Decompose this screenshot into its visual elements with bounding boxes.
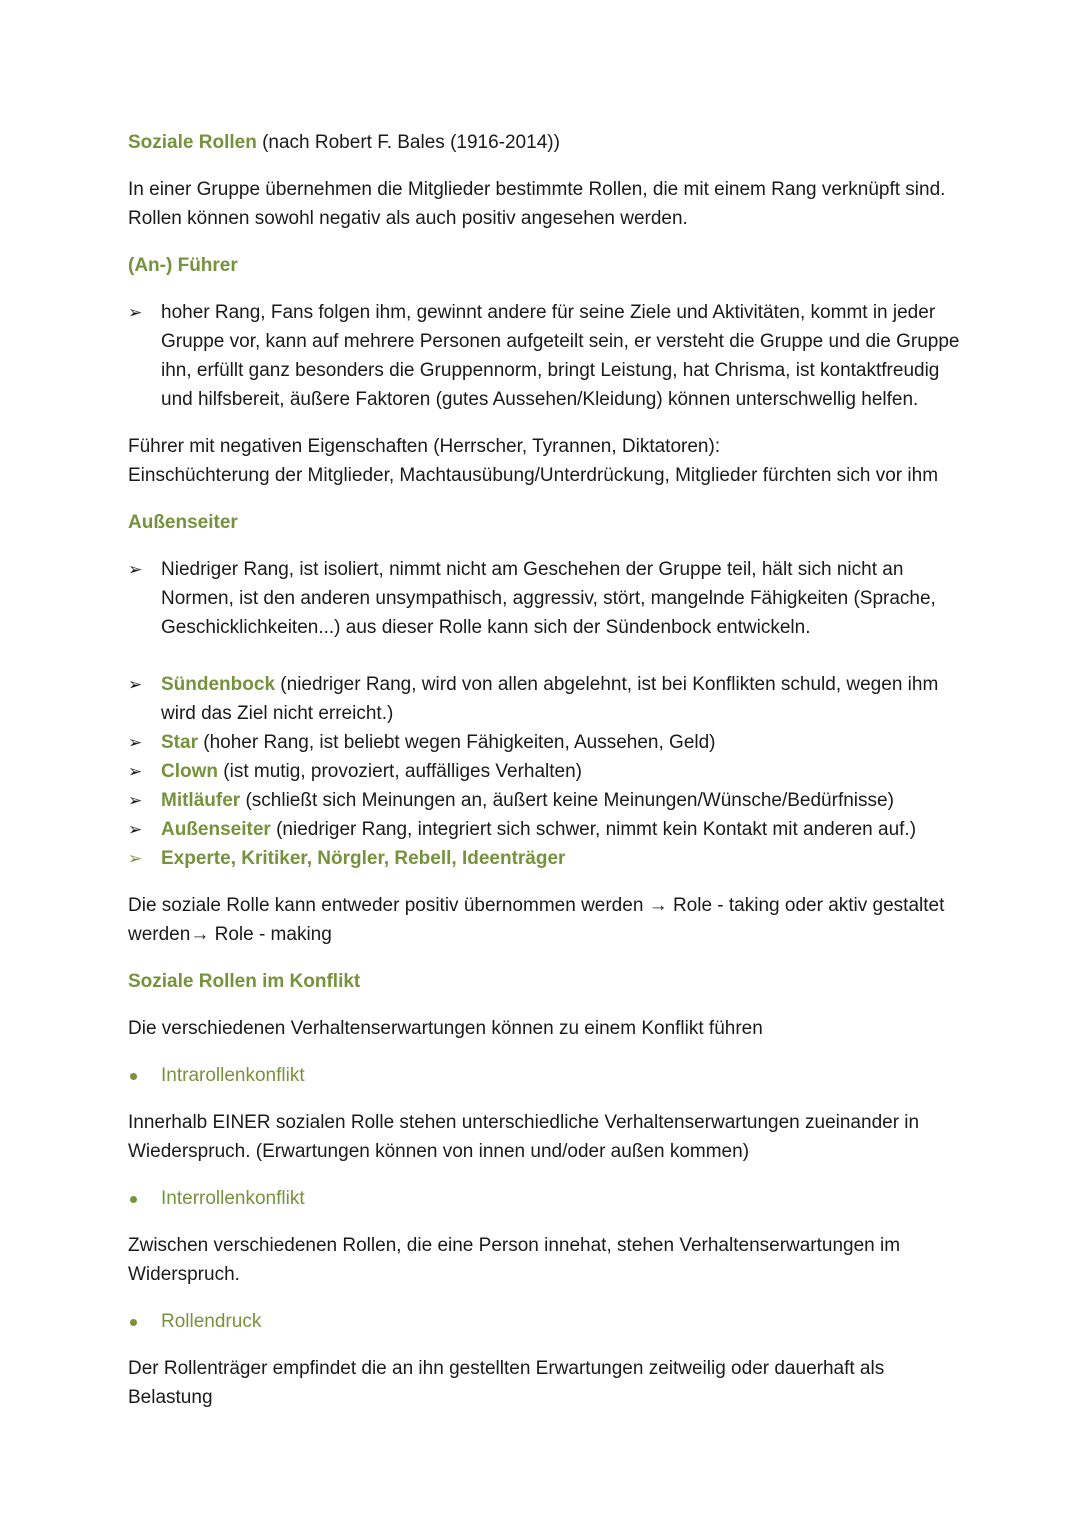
- document-page: [128, 128, 968, 1412]
- konflikt-label: Intrarollenkonflikt: [161, 1065, 305, 1086]
- aussenseiter-list: [128, 555, 968, 642]
- role-item: [128, 757, 968, 786]
- konflikt-item-1: [128, 1061, 968, 1090]
- title-sub: (nach Robert F. Bales (1916-2014)): [256, 132, 560, 153]
- arrow-bullet-icon: ➢: [128, 675, 143, 694]
- role-name: Außenseiter: [161, 819, 271, 840]
- role-taking-line-2: werden→ Role - making: [128, 924, 332, 945]
- role-name: Experte, Kritiker, Nörgler, Rebell, Ideenträger: [161, 848, 566, 869]
- konflikt-intro: Die verschiedenen Verhaltenserwartungen können zu einem Konflikt führen: [128, 1018, 763, 1039]
- role-item: [128, 670, 968, 728]
- heading-fuehrer: (An-) Führer: [128, 255, 238, 276]
- arrow-bullet-icon: ➢: [128, 560, 143, 579]
- konflikt-text: Der Rollenträger empfindet die an ihn gestellten Erwartungen zeitweilig oder dauerhaft als Belastung: [128, 1358, 885, 1408]
- role-name: Mitläufer: [161, 790, 241, 811]
- role-name: Star: [161, 732, 198, 753]
- negative-fuehrer-line-2: Einschüchterung der Mitglieder, Machtausübung/Unterdrückung, Mitglieder fürchten sich vor ihm: [128, 465, 939, 486]
- list-item: [128, 555, 968, 642]
- role-item: [128, 786, 968, 815]
- page-title: [128, 128, 968, 157]
- intro-line-1: In einer Gruppe übernehmen die Mitglieder bestimmte Rollen, die mit einem Rang verknüpft sind.: [128, 179, 946, 200]
- list-item: [128, 1184, 968, 1213]
- arrow-bullet-icon: ➢: [128, 820, 143, 839]
- role-item: [128, 815, 968, 844]
- konflikt-item-2: [128, 1184, 968, 1213]
- konflikt-text: Innerhalb EINER sozialen Rolle stehen unterschiedliche Verhaltenserwartungen zueinander in Wiederspruch. (Erwartungen können von innen und/oder außen kommen): [128, 1112, 920, 1162]
- role-name: Clown: [161, 761, 218, 782]
- heading-konflikt: Soziale Rollen im Konflikt: [128, 971, 361, 992]
- bullet-dot-icon: [130, 1319, 137, 1326]
- role-name: Sündenbock: [161, 674, 276, 695]
- bullet-dot-icon: [130, 1196, 137, 1203]
- role-desc: (niedriger Rang, wird von allen abgelehnt, ist bei Konflikten schuld, wegen ihm wird das Ziel nicht erreicht.): [161, 674, 939, 724]
- list-item: [128, 1061, 968, 1090]
- konflikt-item-3: [128, 1307, 968, 1336]
- role-desc: (niedriger Rang, integriert sich schwer, nimmt kein Kontakt mit anderen auf.): [270, 819, 917, 840]
- role-item: [128, 728, 968, 757]
- role-desc: (hoher Rang, ist beliebt wegen Fähigkeiten, Aussehen, Geld): [197, 732, 716, 753]
- konflikt-label: Interrollenkonflikt: [161, 1188, 305, 1209]
- arrow-bullet-icon: ➢: [128, 849, 143, 868]
- arrow-bullet-icon: ➢: [128, 791, 143, 810]
- role-desc: (schließt sich Meinungen an, äußert keine Meinungen/Wünsche/Bedürfnisse): [240, 790, 894, 811]
- role-taking-line-1: Die soziale Rolle kann entweder positiv übernommen werden → Role - taking oder aktiv gestaltet: [128, 895, 945, 916]
- intro-line-2: Rollen können sowohl negativ als auch positiv angesehen werden.: [128, 208, 688, 229]
- arrow-bullet-icon: ➢: [128, 733, 143, 752]
- arrow-bullet-icon: ➢: [128, 303, 143, 322]
- heading-aussenseiter: Außenseiter: [128, 512, 238, 533]
- role-item: [128, 844, 968, 873]
- title-main: Soziale Rollen: [128, 132, 257, 153]
- aussenseiter-description: Niedriger Rang, ist isoliert, nimmt nicht am Geschehen der Gruppe teil, hält sich nicht an Normen, ist den anderen unsympathisch, aggressiv, stört, mangelnde Fähigkeiten (Sprache, Geschicklichkeiten...) aus dieser Rolle kann sich der Sündenbock entwickeln.: [161, 559, 936, 638]
- konflikt-label: Rollendruck: [161, 1311, 262, 1332]
- arrow-bullet-icon: ➢: [128, 762, 143, 781]
- negative-fuehrer-line-1: Führer mit negativen Eigenschaften (Herrscher, Tyrannen, Diktatoren):: [128, 436, 721, 457]
- bullet-dot-icon: [130, 1073, 137, 1080]
- list-item: [128, 1307, 968, 1336]
- role-desc: (ist mutig, provoziert, auffälliges Verhalten): [218, 761, 582, 782]
- konflikt-text: Zwischen verschiedenen Rollen, die eine Person innehat, stehen Verhaltenserwartungen im Widerspruch.: [128, 1235, 901, 1285]
- list-item: [128, 298, 968, 414]
- fuehrer-list: [128, 298, 968, 414]
- fuehrer-description: hoher Rang, Fans folgen ihm, gewinnt andere für seine Ziele und Aktivitäten, kommt in jeder Gruppe vor, kann auf mehrere Personen aufgeteilt sein, er versteht die Gruppe und die Gruppe ihn, erfüllt ganz besonders die Gruppennorm, bringt Leistung, hat Chrisma, ist kontaktfreudig und hilfsbereit, äußere Faktoren (gutes Aussehen/Kleidung) können unterschwellig helfen.: [161, 302, 960, 410]
- roles-list: [128, 670, 968, 873]
